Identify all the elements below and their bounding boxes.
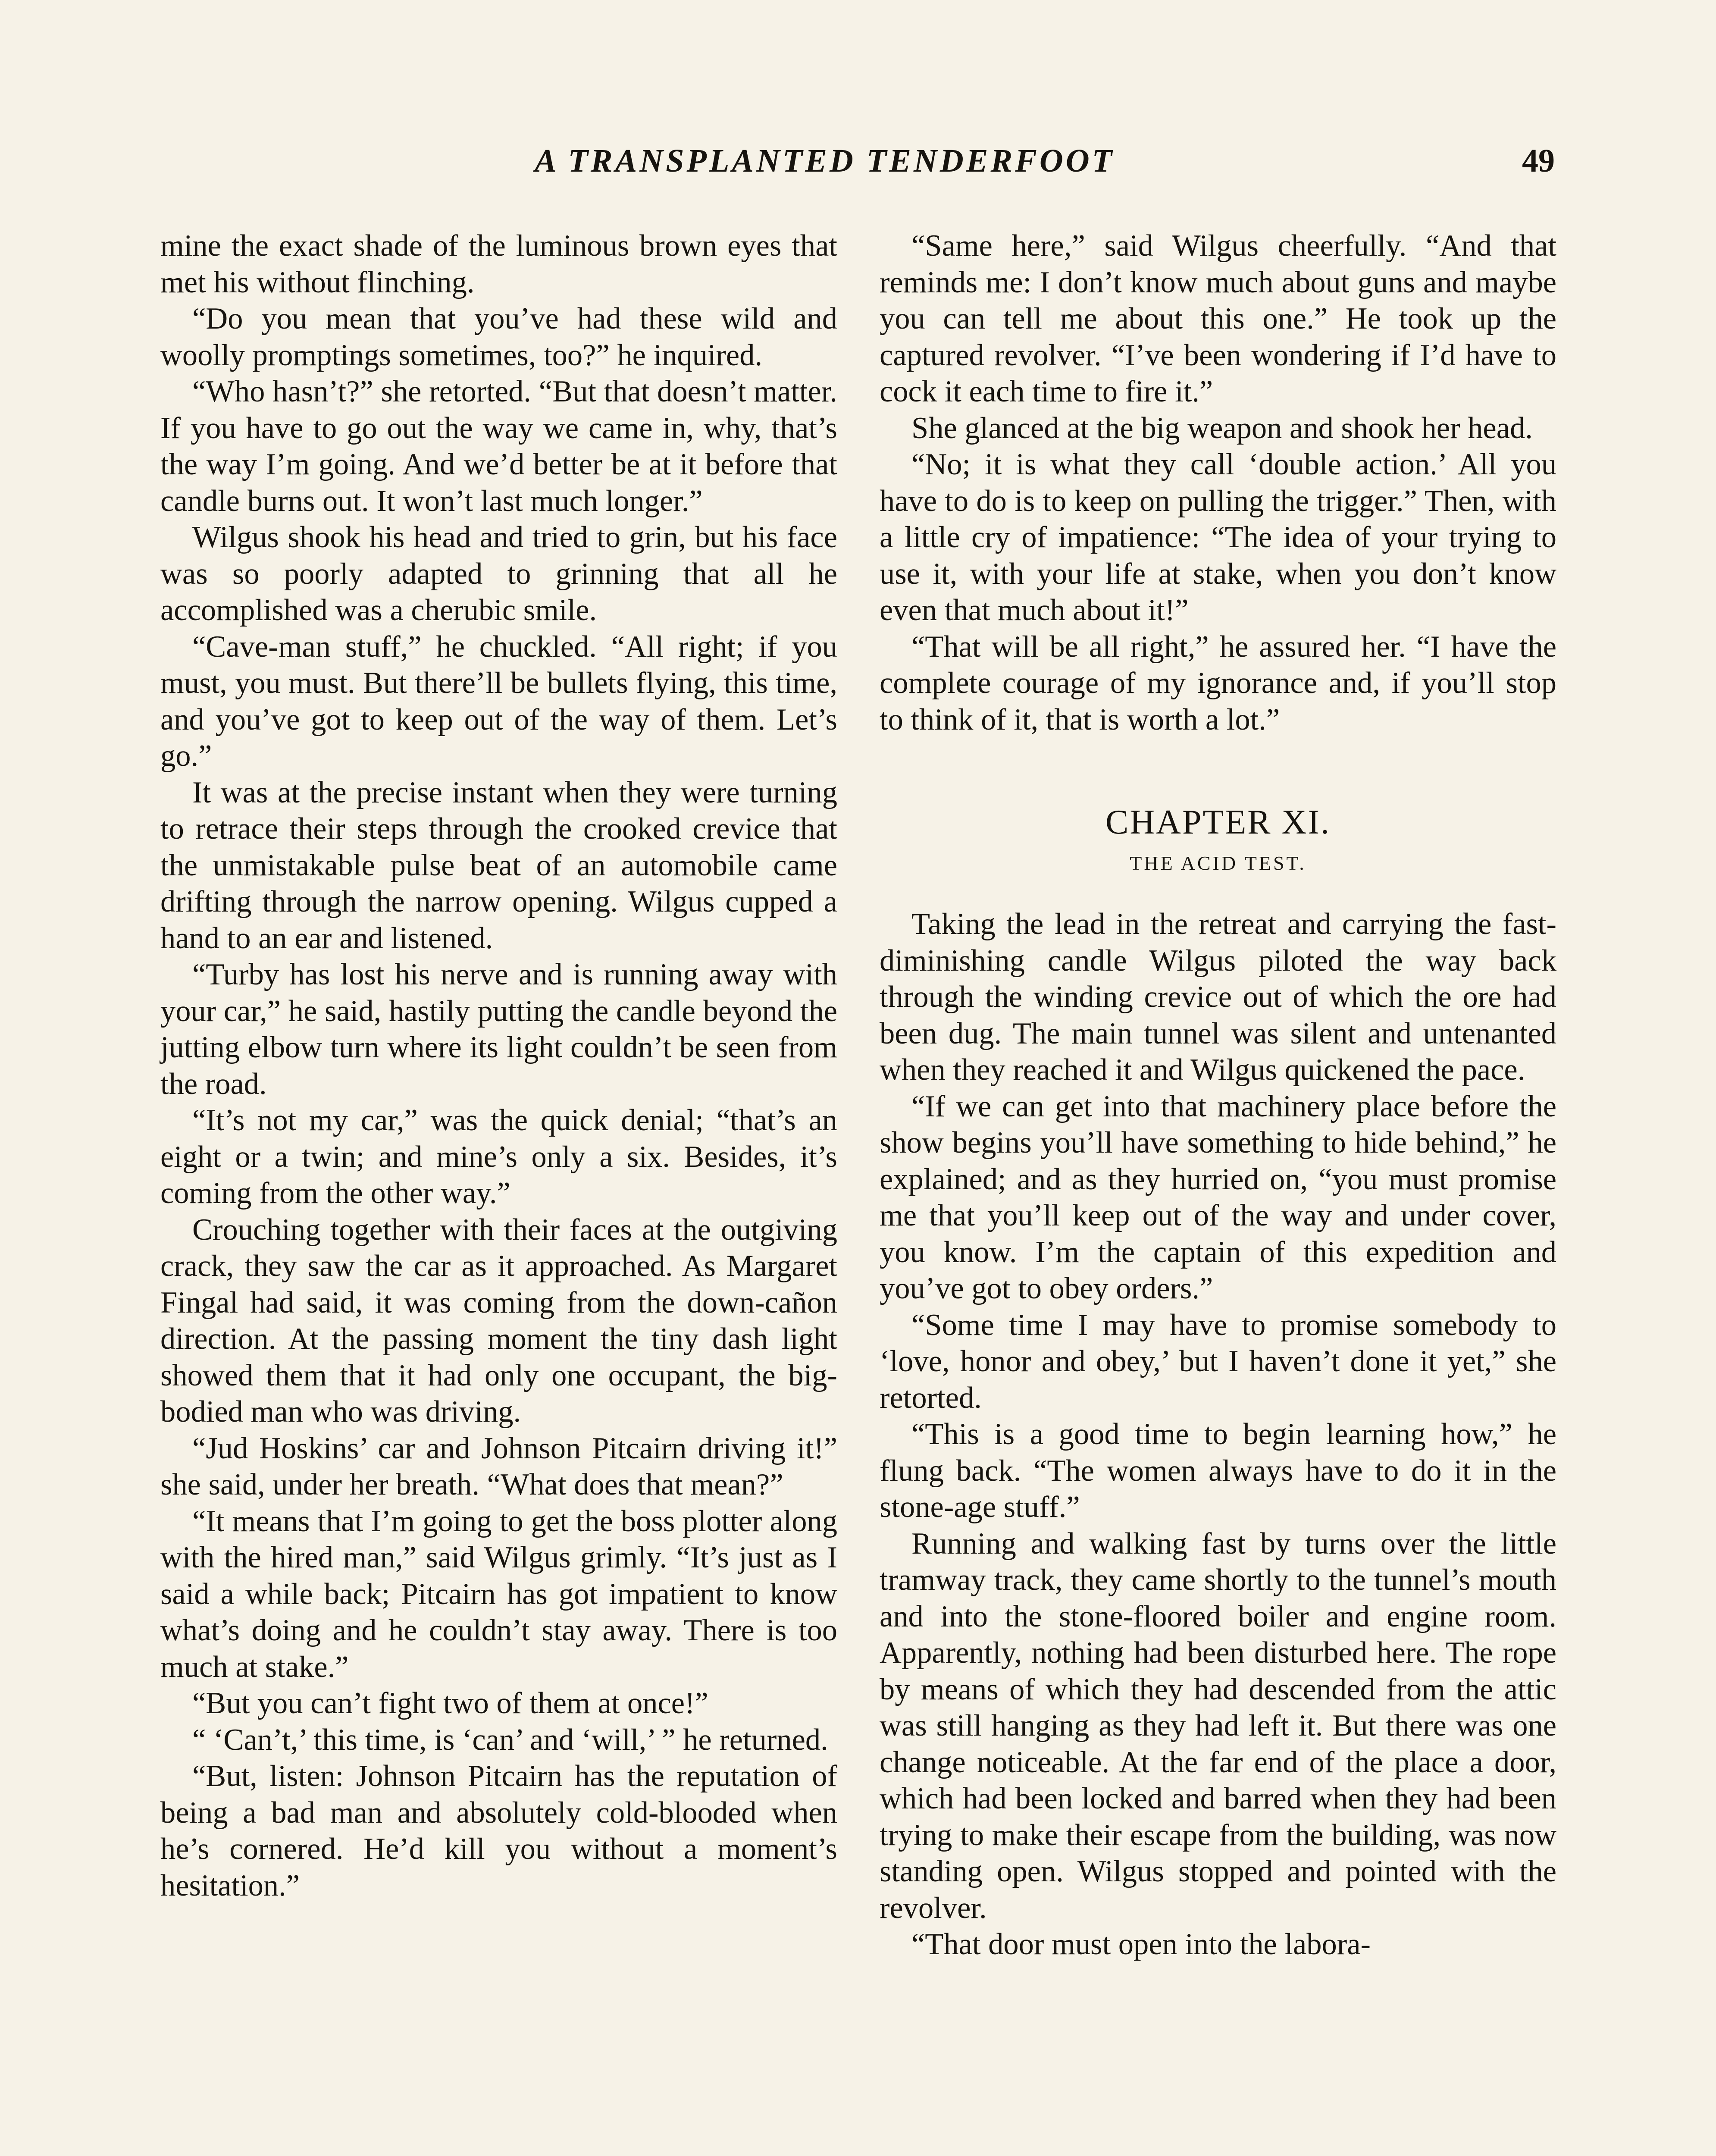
page-number: 49 bbox=[1522, 143, 1555, 179]
paragraph: “It means that I’m going to get the boss plotter along with the hired man,” said Wilgus grimly. “It’s just as I said a while back; Pitcairn has got impatient to know what’s doing and he couldn’t stay away. There is too much at stake.” bbox=[160, 1504, 837, 1684]
paragraph: “No; it is what they call ‘double action.’ All you have to do is to keep on pulling the trigger.” Then, with a little cry of impatience: “The idea of your trying to use it, with your life at stake, when you don’t know even that much about it!” bbox=[880, 448, 1556, 627]
chapter-title: CHAPTER XI. bbox=[1105, 803, 1331, 841]
paragraph: “Some time I may have to promise somebody to ‘love, honor and obey,’ but I haven’t done it yet,” she retorted. bbox=[880, 1308, 1556, 1415]
running-title: A TRANSPLANTED TENDERFOOT bbox=[535, 143, 1115, 179]
paragraph: “That door must open into the labora- bbox=[911, 1927, 1371, 1961]
left-column bbox=[160, 228, 837, 1904]
paragraph: “That will be all right,” he assured her. “I have the complete courage of my ignorance and, if you’ll stop to think of it, that is worth a lot.” bbox=[880, 630, 1556, 736]
paragraph: It was at the precise instant when they were turning to retrace their steps through the crooked crevice that the unmistakable pulse beat of an automobile came drifting through the narrow opening. Wilgus cupped a hand to an ear and listened. bbox=[160, 775, 837, 955]
paragraph: “ ‘Can’t,’ this time, is ‘can’ and ‘will,’ ” he returned. bbox=[192, 1723, 828, 1757]
paragraph: “Jud Hoskins’ car and Johnson Pitcairn driving it!” she said, under her breath. “What does that mean?” bbox=[160, 1431, 837, 1501]
paragraph: “Cave-man stuff,” he chuckled. “All right; if you must, you must. But there’ll be bullets flying, this time, and you’ve got to keep out of the way of them. Let’s go.” bbox=[160, 630, 837, 773]
right-column bbox=[880, 228, 1556, 1963]
paragraph: “It’s not my car,” was the quick denial; “that’s an eight or a twin; and mine’s only a six. Besides, it’s coming from the other way.” bbox=[160, 1103, 837, 1210]
paragraph: “This is a good time to begin learning how,” he flung back. “The women always have to do it in the stone-age stuff.” bbox=[880, 1417, 1556, 1524]
paragraph: mine the exact shade of the luminous brown eyes that met his without flinching. bbox=[160, 229, 837, 299]
paragraph: “Same here,” said Wilgus cheerfully. “And that reminds me: I don’t know much about guns and maybe you can tell me about this one.” He took up the captured revolver. “I’ve been wondering if I’d have to cock it each time to fire it.” bbox=[880, 229, 1556, 408]
paragraph: “Turby has lost his nerve and is running away with your car,” he said, hastily putting the candle beyond the jutting elbow turn where its light couldn’t be seen from the road. bbox=[160, 958, 837, 1101]
paragraph: “But, listen: Johnson Pitcairn has the reputation of being a bad man and absolutely cold-blooded when he’s cornered. He’d kill you without a moment’s hesitation.” bbox=[160, 1759, 837, 1902]
paragraph: Crouching together with their faces at the outgiving crack, they saw the car as it approached. As Margaret Fingal had said, it was coming from the down-cañon direction. At the passing moment the tiny dash light showed them that it had only one occupant, the big-bodied man who was driving. bbox=[160, 1213, 837, 1429]
paragraph: “Who hasn’t?” she retorted. “But that doesn’t matter. If you have to go out the way we came in, why, that’s the way I’m going. And we’d better be at it before that candle burns out. It won’t last much longer.” bbox=[160, 375, 837, 518]
paragraph: She glanced at the big weapon and shook her head. bbox=[911, 411, 1533, 445]
chapter-subtitle: THE ACID TEST. bbox=[1130, 852, 1306, 874]
paragraph: Taking the lead in the retreat and carrying the fast-diminishing candle Wilgus piloted the way back through the winding crevice out of which the ore had been dug. The main tunnel was silent and untenanted when they reached it and Wilgus quickened the pace. bbox=[880, 907, 1556, 1087]
paragraph: “But you can’t fight two of them at once!” bbox=[192, 1686, 708, 1720]
chapter-heading bbox=[880, 802, 1556, 883]
paragraph: Running and walking fast by turns over the little tramway track, they came shortly to the tunnel’s mouth and into the stone-floored boiler and engine room. Apparently, nothing had been disturbed here. The rope by means of which they had descended from the attic was still hanging as they had left it. But there was one change noticeable. At the far end of the place a door, which had been locked and barred when they had been trying to make their escape from the building, was now standing open. Wilgus stopped and pointed with the revolver. bbox=[880, 1526, 1556, 1925]
paragraph: “Do you mean that you’ve had these wild and woolly promptings sometimes, too?” he inquired. bbox=[160, 302, 837, 372]
paragraph: “If we can get into that machinery place before the show begins you’ll have something to hide behind,” he explained; and as they hurried on, “you must promise me that you’ll keep out of the way and under cover, you know. I’m the captain of this expedition and you’ve got to obey orders.” bbox=[880, 1089, 1556, 1305]
paragraph: Wilgus shook his head and tried to grin, but his face was so poorly adapted to grinning that all he accomplished was a cherubic smile. bbox=[160, 520, 837, 627]
